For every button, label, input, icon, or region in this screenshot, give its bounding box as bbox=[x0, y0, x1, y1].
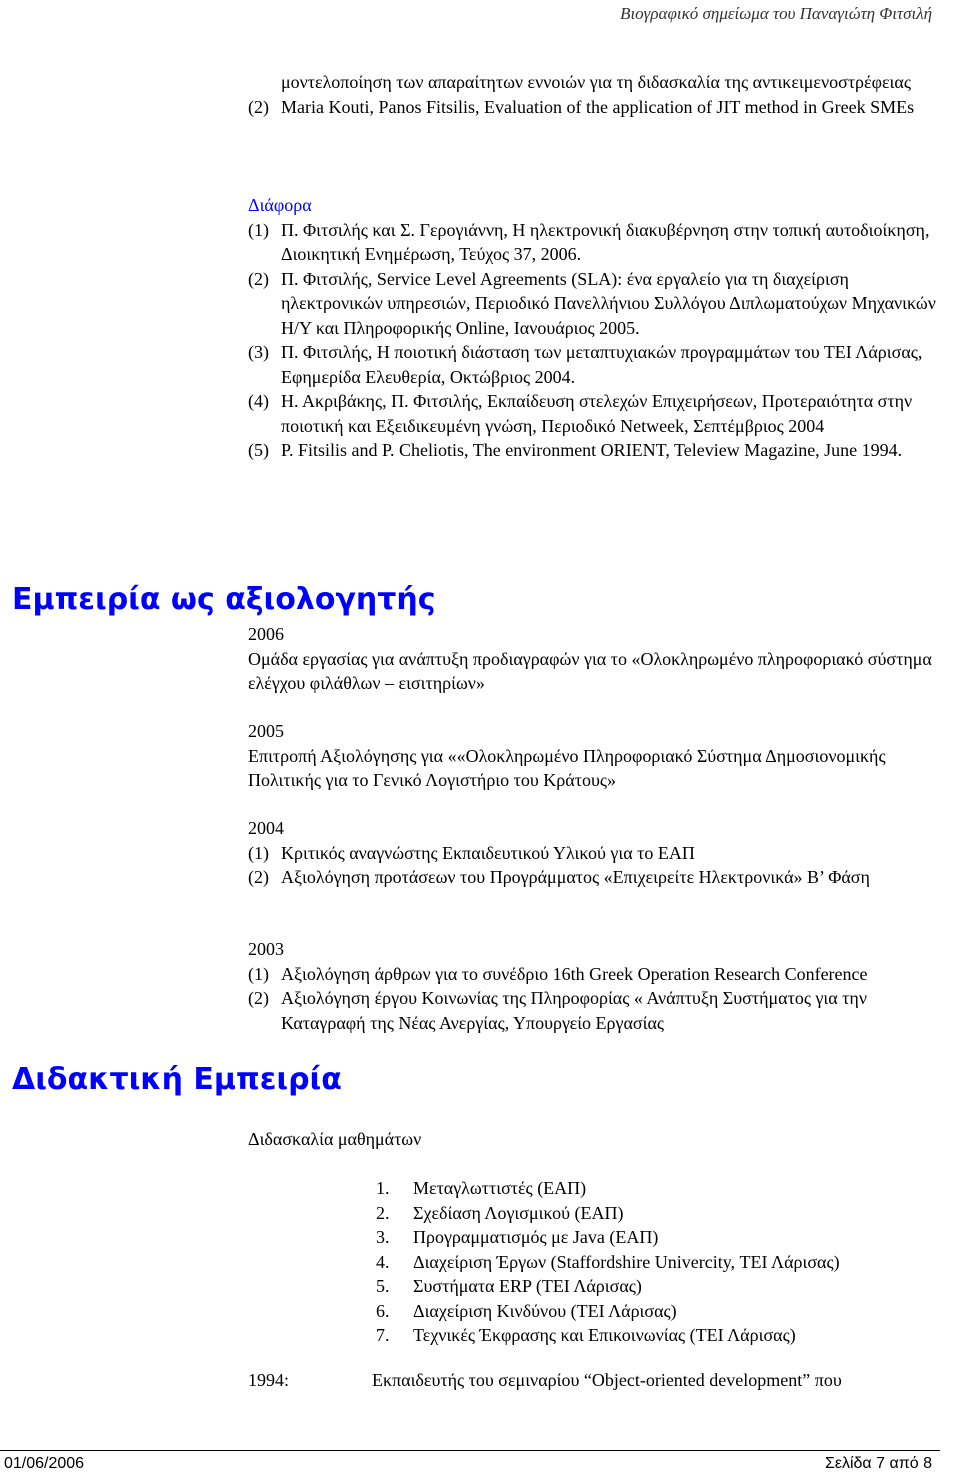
section-title-reviewer: Εμπειρία ως αξιολογητής bbox=[12, 582, 436, 617]
year-label: 2004 bbox=[248, 818, 284, 838]
footer-date: 01/06/2006 bbox=[4, 1455, 85, 1472]
list-item bbox=[248, 962, 938, 987]
item-text: Π. Φιτσιλής και Σ. Γερογιάννη, Η ηλεκτρονική διακυβέρνηση στην τοπική αυτοδιοίκηση, Διοικητική Ενημέρωση, Τεύχος 37, 2006. bbox=[281, 219, 930, 264]
running-header: Βιογραφικό σημείωμα του Παναγιώτη Φιτσιλή bbox=[620, 4, 932, 23]
list-item bbox=[376, 1299, 840, 1324]
list-item bbox=[376, 1201, 840, 1226]
item-text: Προγραμματισμός με Java (ΕΑΠ) bbox=[413, 1227, 659, 1247]
item-number: (3) bbox=[248, 342, 269, 362]
item-number: 2. bbox=[376, 1202, 390, 1223]
teaching-subheading: Διδασκαλία μαθημάτων bbox=[248, 1129, 422, 1149]
list-item bbox=[376, 1274, 840, 1299]
item-text: Maria Kouti, Panos Fitsilis, Evaluation of the application of JIT method in Greek SMEs bbox=[281, 96, 915, 117]
item-text: Π. Φιτσιλής, Η ποιοτική διάσταση των μεταπτυχιακών προγραμμάτων του ΤΕΙ Λάρισας, Εφημερίδα Ελευθερία, Οκτώβριος 2004. bbox=[281, 342, 923, 387]
item-number: 1. bbox=[376, 1178, 390, 1198]
year-label: 2003 bbox=[248, 939, 284, 959]
item-text: Κριτικός αναγνώστης Εκπαιδευτικού Υλικού για το ΕΑΠ bbox=[281, 842, 695, 863]
year-text: Ομάδα εργασίας για ανάπτυξη προδιαγραφών για το «Ολοκληρωμένο πληροφοριακό σύστημα ελέγχου φιλάθλων – εισιτηρίων» bbox=[248, 648, 932, 693]
item-number: 7. bbox=[376, 1325, 390, 1345]
year-2006 bbox=[248, 622, 938, 696]
section-title-teaching: Διδακτική Εμπειρία bbox=[12, 1062, 342, 1097]
item-number: 5. bbox=[376, 1276, 390, 1296]
list-item bbox=[376, 1250, 840, 1275]
intro-section bbox=[248, 70, 938, 119]
list-item bbox=[376, 1225, 840, 1250]
item-text: Διαχείριση Έργων (Staffordshire Univercity, ΤΕΙ Λάρισας) bbox=[413, 1251, 840, 1272]
item-text: Διαχείριση Κινδύνου (ΤΕΙ Λάρισας) bbox=[413, 1300, 677, 1321]
footer-page-number: Σελίδα 7 από 8 bbox=[824, 1455, 932, 1472]
list-item bbox=[248, 438, 938, 463]
item-number: (5) bbox=[248, 440, 269, 460]
item-number: 3. bbox=[376, 1227, 390, 1247]
list-item bbox=[248, 218, 938, 267]
list-item bbox=[248, 267, 938, 341]
item-number: 6. bbox=[376, 1300, 390, 1321]
paragraph-continuation: μοντελοποίηση των απαραίτητων εννοιών για τη διδασκαλία της αντικειμενοστρέφειας bbox=[281, 72, 911, 92]
item-number: (2) bbox=[248, 988, 269, 1008]
year-label: 2005 bbox=[248, 721, 284, 741]
list-item bbox=[248, 389, 938, 438]
list-item bbox=[248, 986, 938, 1035]
item-number: (1) bbox=[248, 963, 269, 984]
list-item bbox=[248, 340, 938, 389]
misc-heading: Διάφορα bbox=[248, 195, 312, 215]
year-text: Επιτροπή Αξιολόγησης για ««Ολοκληρωμένο Πληροφοριακό Σύστημα Δημοσιονομικής Πολιτικής για το Γενικό Λογιστήριο του Κράτους» bbox=[248, 745, 886, 790]
item-number: (2) bbox=[248, 96, 269, 117]
item-number: (4) bbox=[248, 391, 269, 411]
list-item bbox=[248, 95, 938, 120]
item-text: Συστήματα ERP (ΤΕΙ Λάρισας) bbox=[413, 1276, 642, 1296]
item-text: Π. Φιτσιλής, Service Level Agreements (SLA): ένα εργαλείο για τη διαχείριση ηλεκτρονικών υπηρεσιών, Περιοδικό Πανελλήνιου Συλλόγου Διπλωματούχων Μηχανικών Η/Υ και Πληροφορικής Online, Ιανουάριος 2005. bbox=[281, 268, 936, 338]
item-text: P. Fitsilis and P. Cheliotis, The environment ORIENT, Teleview Magazine, June 1994. bbox=[281, 440, 903, 460]
item-text: Αξιολόγηση προτάσεων του Προγράμματος «Επιχειρείτε Ηλεκτρονικά» Β’ Φάση bbox=[281, 867, 870, 887]
entry-1994-year: 1994: bbox=[248, 1370, 290, 1390]
item-number: 4. bbox=[376, 1251, 390, 1272]
year-2003 bbox=[248, 937, 938, 1035]
year-label: 2006 bbox=[248, 624, 284, 644]
year-2005 bbox=[248, 719, 938, 793]
list-item bbox=[376, 1176, 840, 1201]
misc-section bbox=[248, 193, 938, 463]
item-number: (2) bbox=[248, 268, 269, 289]
item-number: (1) bbox=[248, 219, 269, 240]
item-text: Σχεδίαση Λογισμικού (ΕΑΠ) bbox=[413, 1202, 624, 1223]
entry-1994-text: Εκπαιδευτής του σεμιναρίου “Object-oriented development” που bbox=[372, 1370, 842, 1390]
item-number: (2) bbox=[248, 867, 269, 887]
item-text: Μεταγλωττιστές (ΕΑΠ) bbox=[413, 1178, 587, 1198]
item-text: Τεχνικές Έκφρασης και Επικοινωνίας (ΤΕΙ Λάρισας) bbox=[413, 1325, 796, 1345]
item-text: Αξιολόγηση έργου Κοινωνίας της Πληροφορίας « Ανάπτυξη Συστήματος για την Καταγραφή της Νέας Ανεργίας, Υπουργείο Εργασίας bbox=[281, 988, 867, 1033]
year-2004 bbox=[248, 816, 938, 890]
item-number: (1) bbox=[248, 842, 269, 863]
item-text: Αξιολόγηση άρθρων για το συνέδριο 16th Greek Operation Research Conference bbox=[281, 963, 868, 984]
course-list bbox=[376, 1176, 840, 1348]
list-item bbox=[248, 865, 938, 890]
list-item bbox=[376, 1323, 840, 1348]
list-item bbox=[248, 841, 938, 866]
footer-divider bbox=[0, 1450, 940, 1451]
item-text: Η. Ακριβάκης, Π. Φιτσιλής, Εκπαίδευση στελεχών Επιχειρήσεων, Προτεραιότητα στην ποιοτική και Εξειδικευμένη γνώση, Περιοδικό Netweek, Σεπτέμβριος 2004 bbox=[281, 391, 913, 436]
